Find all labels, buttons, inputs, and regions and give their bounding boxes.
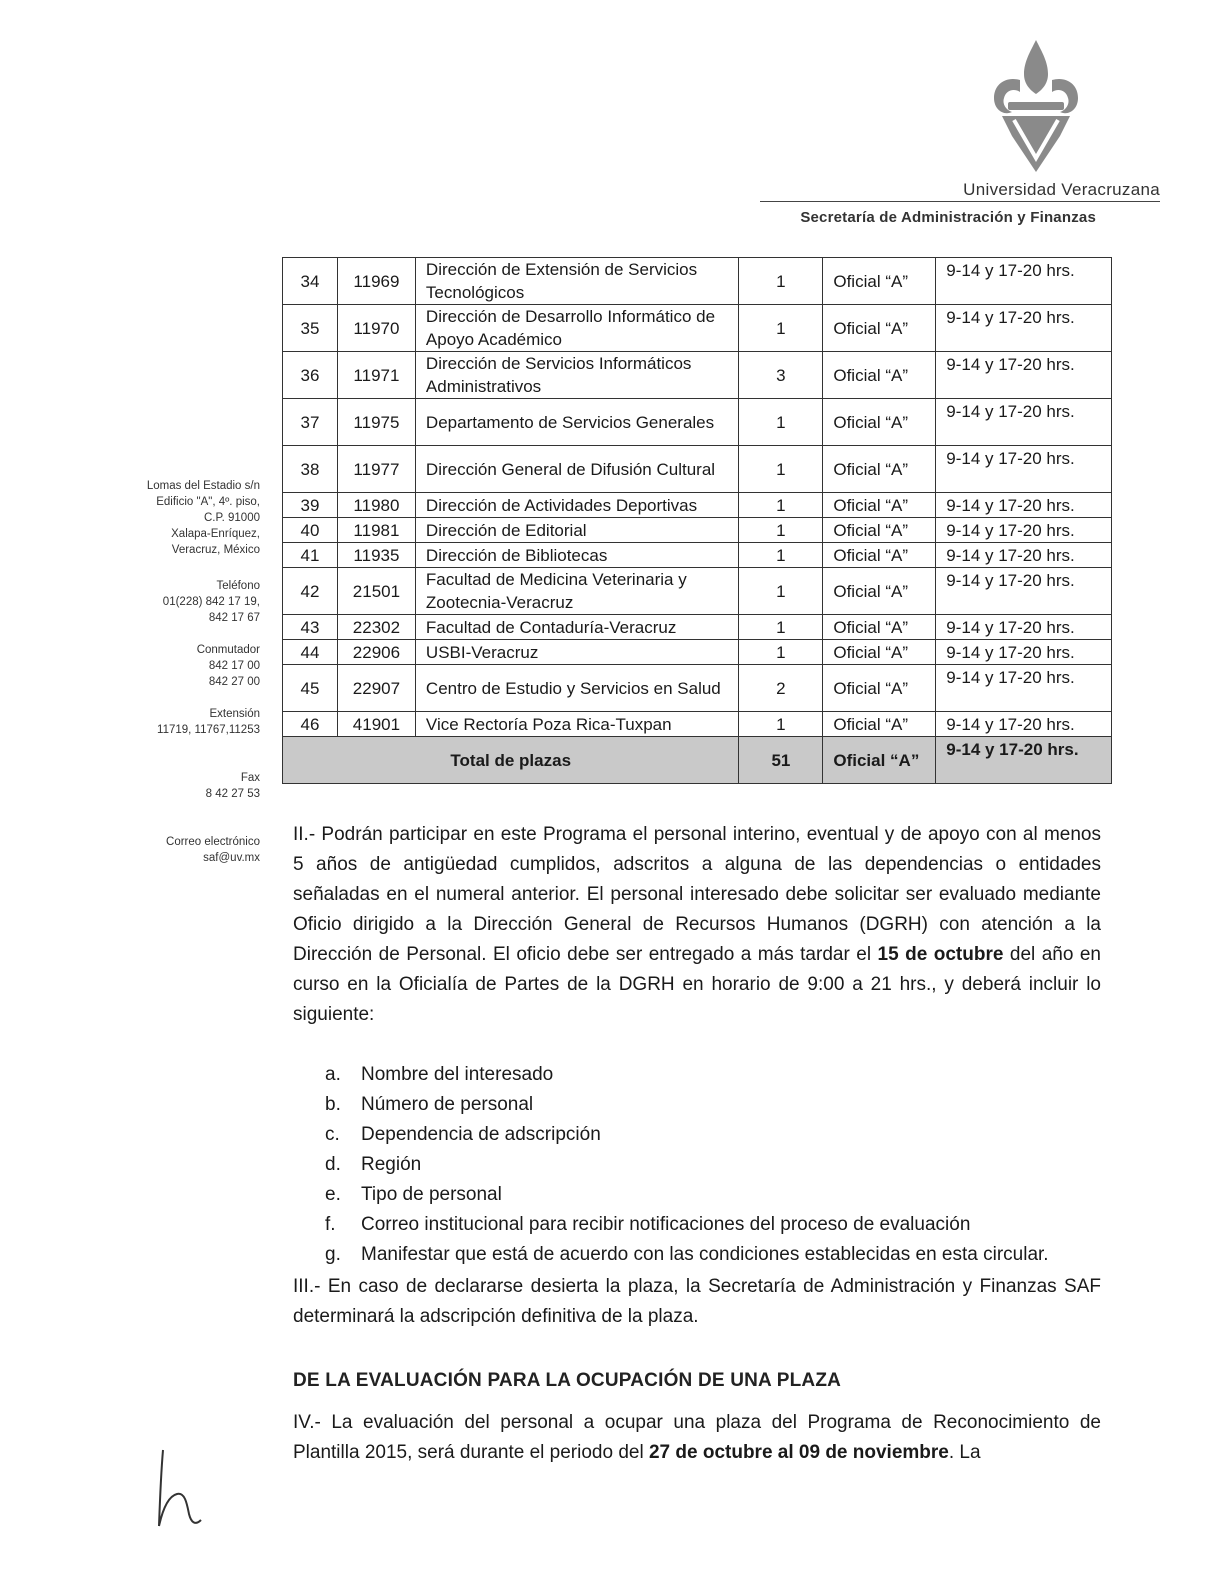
section-iv-text-end: . La — [948, 1442, 981, 1463]
list-item-text: Región — [361, 1154, 422, 1175]
phone-block — [120, 578, 260, 626]
position-type: Oficial “A” — [823, 446, 936, 493]
section-ii — [293, 820, 1101, 1030]
position-type: Oficial “A” — [823, 493, 936, 518]
section-iii — [293, 1272, 1101, 1332]
work-hours: 9-14 y 17-20 hrs. — [936, 568, 1112, 615]
section-ii-paragraph — [293, 820, 1101, 1030]
list-item-letter: b. — [325, 1094, 341, 1115]
dependency-name: USBI-Veracruz — [415, 640, 739, 665]
fax-number: 8 42 27 53 — [205, 788, 260, 800]
table-row — [283, 518, 1112, 543]
list-item-text: Número de personal — [361, 1094, 534, 1115]
section-iv-paragraph — [293, 1408, 1101, 1468]
requirements-list — [325, 1060, 1049, 1270]
position-count: 1 — [739, 518, 823, 543]
position-type: Oficial “A” — [823, 615, 936, 640]
table-row — [283, 543, 1112, 568]
section-heading: DE LA EVALUACIÓN PARA LA OCUPACIÓN DE UNA PLAZA — [293, 1370, 842, 1391]
work-hours: 9-14 y 17-20 hrs. — [936, 399, 1112, 446]
secretaria-name: Secretaría de Administración y Finanzas — [800, 209, 1096, 226]
switchboard-number: 842 27 00 — [208, 676, 260, 688]
email-address: saf@uv.mx — [203, 852, 260, 864]
section-iii-paragraph: III.- En caso de declararse desierta la plaza, la Secretaría de Administración y Finanzas SAF determinará la adscripción definitiva de la plaza. — [293, 1276, 1101, 1327]
table-row — [283, 493, 1112, 518]
list-item-letter: a. — [325, 1064, 341, 1085]
position-type: Oficial “A” — [823, 543, 936, 568]
plazas-table — [282, 257, 1112, 784]
table-row — [283, 258, 1112, 305]
section-ii-text-end: del año en curso en la Oficialía de Partes de la DGRH en horario de 9:00 a 21 hrs., y deberá incluir lo siguiente: — [293, 944, 1101, 1025]
table-row — [283, 712, 1112, 737]
position-type: Oficial “A” — [823, 352, 936, 399]
section-ii-text: II.- Podrán participar en este Programa el personal interino, eventual y de apoyo con al menos 5 años de antigüedad cumplidos, adscritos a alguna de las dependencias o entidades señaladas en el numeral anterior. El personal interesado debe solicitar ser evaluado mediante Oficio dirigido a la Dirección General de Recursos Humanos (DGRH) con atención a la Dirección de Personal. El oficio debe ser entregado a más tardar el — [293, 824, 1101, 965]
total-label: Total de plazas — [283, 737, 739, 784]
list-item-text: Manifestar que está de acuerdo con las condiciones establecidas en esta circular. — [361, 1244, 1049, 1265]
dependency-name: Dirección de Bibliotecas — [415, 543, 739, 568]
plazas-table-body — [283, 258, 1112, 784]
table-row — [283, 665, 1112, 712]
row-number: 36 — [283, 352, 338, 399]
dependency-name: Dirección de Extensión de Servicios Tecnológicos — [415, 258, 739, 305]
position-count: 1 — [739, 493, 823, 518]
dependency-code: 11969 — [337, 258, 415, 305]
address-line: Lomas del Estadio s/n — [146, 480, 260, 492]
row-number: 46 — [283, 712, 338, 737]
phone-label: Teléfono — [216, 580, 260, 592]
email-block — [120, 834, 260, 866]
switchboard-block — [120, 642, 260, 690]
work-hours: 9-14 y 17-20 hrs. — [936, 305, 1112, 352]
email-label: Correo electrónico — [166, 836, 260, 848]
list-item-letter: e. — [325, 1184, 341, 1205]
dependency-code: 21501 — [337, 568, 415, 615]
position-count: 1 — [739, 399, 823, 446]
dependency-name: Dirección de Actividades Deportivas — [415, 493, 739, 518]
phone-number: 842 17 67 — [208, 612, 260, 624]
position-count: 3 — [739, 352, 823, 399]
list-item — [325, 1150, 1049, 1180]
extension-number: 11719, 11767,11253 — [157, 724, 260, 736]
work-hours: 9-14 y 17-20 hrs. — [936, 352, 1112, 399]
work-hours: 9-14 y 17-20 hrs. — [936, 493, 1112, 518]
work-hours: 9-14 y 17-20 hrs. — [936, 258, 1112, 305]
position-type: Oficial “A” — [823, 305, 936, 352]
dependency-code: 11975 — [337, 399, 415, 446]
list-item-text: Dependencia de adscripción — [361, 1124, 601, 1145]
list-item-text: Correo institucional para recibir notificaciones del proceso de evaluación — [361, 1214, 971, 1235]
work-hours: 9-14 y 17-20 hrs. — [936, 640, 1112, 665]
list-item-text: Tipo de personal — [361, 1184, 502, 1205]
position-type: Oficial “A” — [823, 665, 936, 712]
extension-label: Extensión — [209, 708, 260, 720]
table-row — [283, 399, 1112, 446]
section-iv-text: IV.- La evaluación del personal a ocupar una plaza del Programa de Reconocimiento de Plantilla 2015, será durante el periodo del — [293, 1412, 1101, 1463]
row-number: 44 — [283, 640, 338, 665]
row-number: 45 — [283, 665, 338, 712]
address-line: Xalapa-Enríquez, — [171, 528, 260, 540]
position-count: 1 — [739, 543, 823, 568]
dependency-name: Dirección de Servicios Informáticos Administrativos — [415, 352, 739, 399]
position-type: Oficial “A” — [823, 258, 936, 305]
work-hours: 9-14 y 17-20 hrs. — [936, 543, 1112, 568]
position-count: 2 — [739, 665, 823, 712]
position-type: Oficial “A” — [823, 568, 936, 615]
dependency-name: Facultad de Medicina Veterinaria y Zootecnia-Veracruz — [415, 568, 739, 615]
list-item-letter: g. — [325, 1244, 341, 1265]
dependency-name: Dirección de Desarrollo Informático de Apoyo Académico — [415, 305, 739, 352]
dependency-name: Departamento de Servicios Generales — [415, 399, 739, 446]
dependency-name: Centro de Estudio y Servicios en Salud — [415, 665, 739, 712]
position-count: 1 — [739, 305, 823, 352]
position-count: 1 — [739, 712, 823, 737]
dependency-code: 11970 — [337, 305, 415, 352]
position-count: 1 — [739, 640, 823, 665]
list-item-letter: d. — [325, 1154, 341, 1175]
switchboard-number: 842 17 00 — [208, 660, 260, 672]
address-line: Edificio "A", 4º. piso, — [156, 496, 260, 508]
position-type: Oficial “A” — [823, 518, 936, 543]
row-number: 39 — [283, 493, 338, 518]
dependency-code: 41901 — [337, 712, 415, 737]
dependency-code: 11980 — [337, 493, 415, 518]
dependency-code: 22907 — [337, 665, 415, 712]
dependency-name: Vice Rectoría Poza Rica-Tuxpan — [415, 712, 739, 737]
dependency-code: 11971 — [337, 352, 415, 399]
dependency-name: Facultad de Contaduría-Veracruz — [415, 615, 739, 640]
switchboard-label: Conmutador — [196, 644, 260, 656]
section-iv — [293, 1408, 1101, 1468]
work-hours: 9-14 y 17-20 hrs. — [936, 615, 1112, 640]
row-number: 35 — [283, 305, 338, 352]
table-row — [283, 568, 1112, 615]
extension-block — [120, 706, 260, 738]
work-hours: 9-14 y 17-20 hrs. — [936, 665, 1112, 712]
work-hours: 9-14 y 17-20 hrs. — [936, 446, 1112, 493]
work-hours: 9-14 y 17-20 hrs. — [936, 712, 1112, 737]
dependency-code: 11935 — [337, 543, 415, 568]
total-row — [283, 737, 1112, 784]
row-number: 34 — [283, 258, 338, 305]
list-item-letter: f. — [325, 1214, 336, 1235]
fax-label: Fax — [240, 772, 260, 784]
address-line: Veracruz, México — [171, 544, 260, 556]
fax-block — [120, 770, 260, 802]
position-count: 1 — [739, 568, 823, 615]
dependency-name: Dirección de Editorial — [415, 518, 739, 543]
dependency-name: Dirección General de Difusión Cultural — [415, 446, 739, 493]
position-count: 1 — [739, 615, 823, 640]
row-number: 41 — [283, 543, 338, 568]
university-logo — [990, 40, 1082, 175]
position-count: 1 — [739, 446, 823, 493]
total-count: 51 — [739, 737, 823, 784]
deadline-date: 15 de octubre — [877, 944, 1004, 965]
table-row — [283, 640, 1112, 665]
list-item — [325, 1210, 1049, 1240]
list-item-text: Nombre del interesado — [361, 1064, 554, 1085]
table-row — [283, 615, 1112, 640]
position-type: Oficial “A” — [823, 399, 936, 446]
row-number: 40 — [283, 518, 338, 543]
position-type: Oficial “A” — [823, 640, 936, 665]
address-block — [120, 478, 260, 558]
row-number: 43 — [283, 615, 338, 640]
list-item — [325, 1240, 1049, 1270]
table-row — [283, 305, 1112, 352]
dependency-code: 11981 — [337, 518, 415, 543]
row-number: 38 — [283, 446, 338, 493]
phone-number: 01(228) 842 17 19, — [162, 596, 260, 608]
dependency-code: 22302 — [337, 615, 415, 640]
work-hours: 9-14 y 17-20 hrs. — [936, 518, 1112, 543]
total-type: Oficial “A” — [823, 737, 936, 784]
row-number: 42 — [283, 568, 338, 615]
dependency-code: 11977 — [337, 446, 415, 493]
list-item — [325, 1090, 1049, 1120]
row-number: 37 — [283, 399, 338, 446]
list-item — [325, 1180, 1049, 1210]
table-row — [283, 352, 1112, 399]
dependency-code: 22906 — [337, 640, 415, 665]
evaluation-period: 27 de octubre al 09 de noviembre — [648, 1442, 949, 1463]
handwritten-initial — [155, 1448, 210, 1528]
position-count: 1 — [739, 258, 823, 305]
address-line: C.P. 91000 — [203, 512, 260, 524]
position-type: Oficial “A” — [823, 712, 936, 737]
total-hours: 9-14 y 17-20 hrs. — [936, 737, 1112, 784]
list-item-letter: c. — [325, 1124, 340, 1145]
list-item — [325, 1120, 1049, 1150]
list-item — [325, 1060, 1049, 1090]
university-name: Universidad Veracruzana — [760, 180, 1160, 202]
table-row — [283, 446, 1112, 493]
